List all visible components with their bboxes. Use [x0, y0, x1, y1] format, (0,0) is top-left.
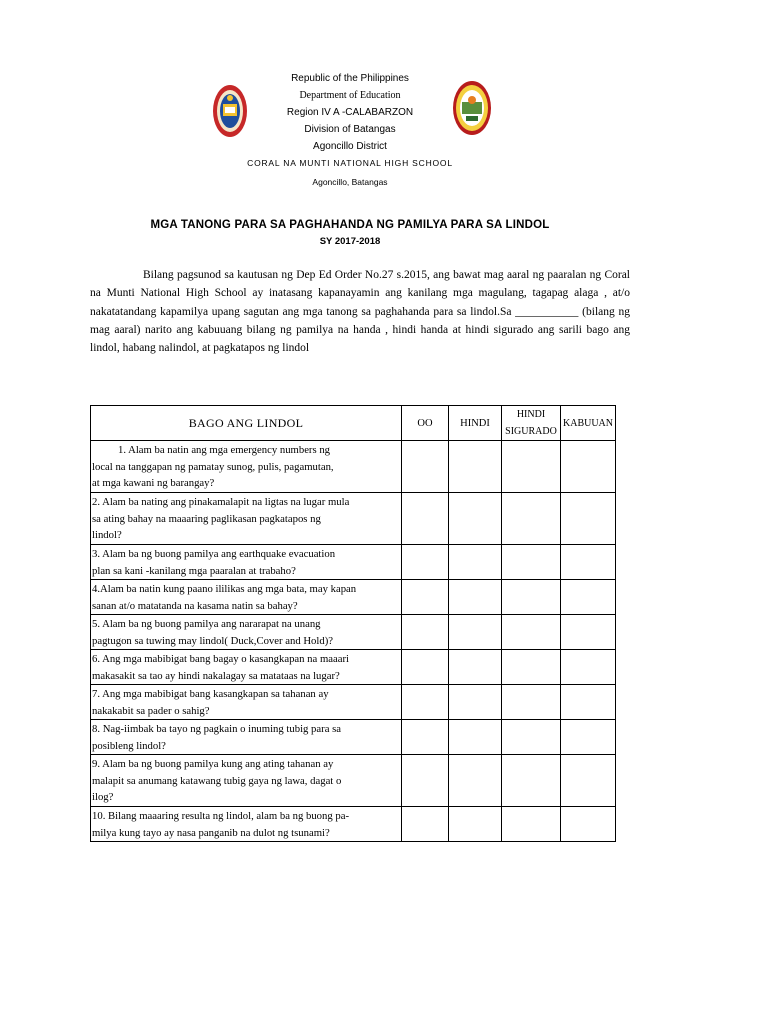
header-hindi-sigurado-label: HINDI SIGURADO: [505, 409, 557, 437]
answer-oo-cell[interactable]: [402, 755, 449, 807]
header-hindi: HINDI: [449, 406, 502, 441]
answer-hindi-cell[interactable]: [449, 580, 502, 615]
answer-kabuuan-cell[interactable]: [561, 615, 616, 650]
header-republic: Republic of the Philippines: [291, 73, 409, 84]
answer-hindi-sigurado-cell[interactable]: [502, 650, 561, 685]
header-region: Region IV A -CALABARZON: [286, 107, 414, 118]
table-header-row: [91, 406, 616, 441]
answer-kabuuan-cell[interactable]: [561, 650, 616, 685]
question-6: 6. Ang mga mabibigat bang bagay o kasangkapan na maaari makasakit sa tao ay hindi nakalagay sa matataas na lugar?: [91, 650, 402, 685]
intro-paragraph: Bilang pagsunod sa kautusan ng Dep Ed Order No.27 s.2015, ang bawat mag aaral ng paaralan ng Coral na Munti National High School ay inatasang kapanayamin ang kanilang mga magulang, tagapag alaga , at/o nakatatandang kapamilya upang sagutan ang mga tanong sa paghahanda para sa lindol.Sa ___________ (bilang ng mag aaral) narito ang kabuuang bilang ng pamilya na handa , hindi handa at hindi sigurado ang sarili bago ang lindol, habang nalindol, at pagkatapos ng lindol: [90, 269, 630, 355]
answer-oo-cell[interactable]: [402, 441, 449, 493]
answer-oo-cell[interactable]: [402, 545, 449, 580]
answer-kabuuan-cell[interactable]: [561, 493, 616, 545]
answer-oo-cell[interactable]: [402, 685, 449, 720]
answer-hindi-cell[interactable]: [449, 441, 502, 493]
header-town: Agoncillo, Batangas: [312, 177, 388, 187]
table-row: [91, 580, 616, 615]
answer-hindi-sigurado-cell[interactable]: [502, 580, 561, 615]
header-division: Division of Batangas: [304, 124, 396, 135]
question-2: 2. Alam ba nating ang pinakamalapit na ligtas na lugar mula sa ating bahay na maaaring paglikasan pagkatapos ng lindol?: [91, 493, 402, 545]
table-row: [91, 755, 616, 807]
answer-hindi-sigurado-cell[interactable]: [502, 685, 561, 720]
table-row: [91, 685, 616, 720]
answer-hindi-cell[interactable]: [449, 720, 502, 755]
school-seal-logo: [452, 80, 492, 136]
answer-oo-cell[interactable]: [402, 580, 449, 615]
answer-hindi-sigurado-cell[interactable]: [502, 493, 561, 545]
question-4: 4.Alam ba natin kung paano ililikas ang mga bata, may kapan sanan at/o matatanda na kasama natin sa bahay?: [91, 580, 402, 615]
header-oo: OO: [402, 406, 449, 441]
preparedness-table: [90, 405, 616, 842]
answer-hindi-cell[interactable]: [449, 685, 502, 720]
answer-kabuuan-cell[interactable]: [561, 580, 616, 615]
table-row: [91, 720, 616, 755]
answer-hindi-sigurado-cell[interactable]: [502, 441, 561, 493]
answer-oo-cell[interactable]: [402, 807, 449, 842]
header-school-name: CORAL NA MUNTI NATIONAL HIGH SCHOOL: [247, 158, 453, 168]
header-district: Agoncillo District: [313, 141, 387, 152]
answer-hindi-cell[interactable]: [449, 755, 502, 807]
letterhead: [247, 70, 453, 191]
table-row: [91, 441, 616, 493]
answer-hindi-cell[interactable]: [449, 807, 502, 842]
answer-hindi-sigurado-cell[interactable]: [502, 545, 561, 580]
answer-kabuuan-cell[interactable]: [561, 545, 616, 580]
question-5: 5. Alam ba ng buong pamilya ang nararapat na unang pagtugon sa tuwing may lindol( Duck,Cover and Hold)?: [91, 615, 402, 650]
question-10: 10. Bilang maaaring resulta ng lindol, alam ba ng buong pa- milya kung tayo ay nasa panganib na dulot ng tsunami?: [91, 807, 402, 842]
answer-hindi-sigurado-cell[interactable]: [502, 807, 561, 842]
header-kabuuan: KABUUAN: [561, 406, 616, 441]
deped-seal-logo: [212, 84, 248, 138]
answer-hindi-sigurado-cell[interactable]: [502, 755, 561, 807]
answer-hindi-cell[interactable]: [449, 615, 502, 650]
question-1: 1. Alam ba natin ang mga emergency numbers ng local na tanggapan ng pamatay sunog, pulis, pagamutan, at mga kawani ng barangay?: [91, 441, 402, 493]
document-title: MGA TANONG PARA SA PAGHAHANDA NG PAMILYA PARA SA LINDOL: [150, 219, 550, 231]
answer-oo-cell[interactable]: [402, 493, 449, 545]
school-year: SY 2017-2018: [319, 236, 381, 247]
answer-kabuuan-cell[interactable]: [561, 807, 616, 842]
table-row: [91, 650, 616, 685]
answer-hindi-cell[interactable]: [449, 650, 502, 685]
header-bago-ang-lindol: BAGO ANG LINDOL: [91, 406, 402, 441]
answer-oo-cell[interactable]: [402, 720, 449, 755]
answer-kabuuan-cell[interactable]: [561, 755, 616, 807]
answer-kabuuan-cell[interactable]: [561, 720, 616, 755]
table-row: [91, 493, 616, 545]
answer-hindi-sigurado-cell[interactable]: [502, 615, 561, 650]
answer-oo-cell[interactable]: [402, 615, 449, 650]
answer-kabuuan-cell[interactable]: [561, 441, 616, 493]
table-row: [91, 545, 616, 580]
answer-kabuuan-cell[interactable]: [561, 685, 616, 720]
question-3: 3. Alam ba ng buong pamilya ang earthquake evacuation plan sa kani -kanilang mga paaralan at trabaho?: [91, 545, 402, 580]
question-7: 7. Ang mga mabibigat bang kasangkapan sa tahanan ay nakakabit sa pader o sahig?: [91, 685, 402, 720]
table-row: [91, 615, 616, 650]
header-hindi-sigurado: [502, 406, 561, 441]
header-department: Department of Education: [299, 90, 401, 101]
question-9: 9. Alam ba ng buong pamilya kung ang ating tahanan ay malapit sa anumang katawang tubig gaya ng lawa, dagat o ilog?: [91, 755, 402, 807]
answer-hindi-cell[interactable]: [449, 545, 502, 580]
answer-hindi-sigurado-cell[interactable]: [502, 720, 561, 755]
answer-hindi-cell[interactable]: [449, 493, 502, 545]
question-8: 8. Nag-iimbak ba tayo ng pagkain o inuming tubig para sa posibleng lindol?: [91, 720, 402, 755]
answer-oo-cell[interactable]: [402, 650, 449, 685]
table-row: [91, 807, 616, 842]
